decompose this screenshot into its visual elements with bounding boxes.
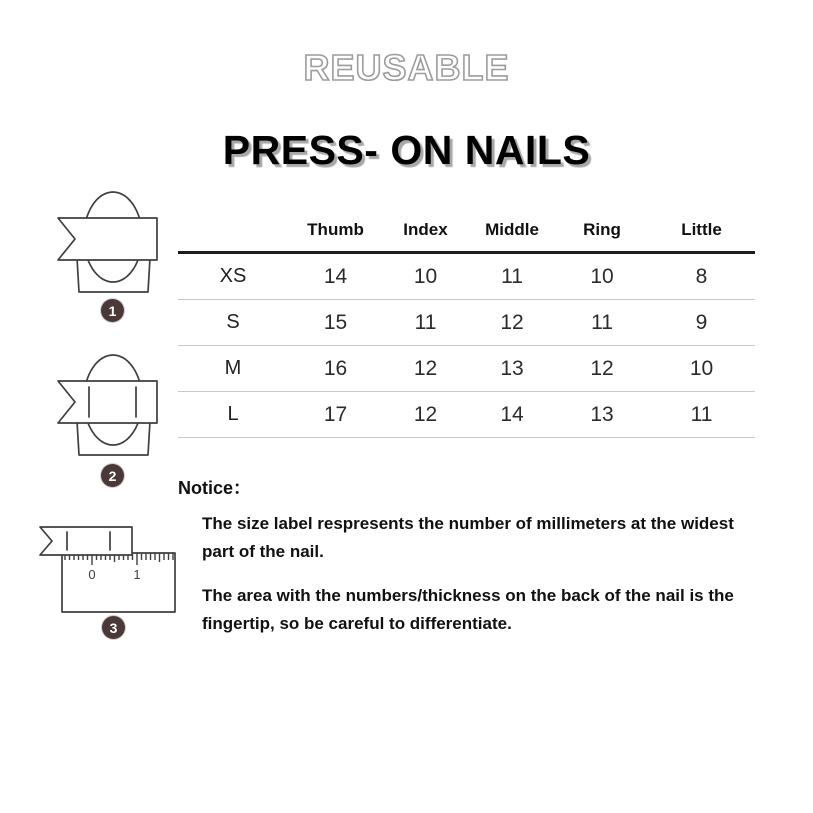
table-row-m bbox=[178, 346, 755, 392]
size-label: L bbox=[178, 392, 288, 438]
cell-value: 12 bbox=[468, 300, 556, 346]
legend-item-2 bbox=[55, 348, 175, 458]
size-label-banner bbox=[58, 381, 157, 423]
cell-value: 11 bbox=[383, 300, 468, 346]
cell-value: 10 bbox=[383, 253, 468, 300]
notice-heading: Notice： bbox=[178, 478, 252, 498]
subtitle-outline-text: REUSABLE bbox=[303, 47, 510, 88]
cell-value: 13 bbox=[468, 346, 556, 392]
ruler-body bbox=[62, 553, 175, 612]
cell-value: 14 bbox=[288, 253, 383, 300]
cell-value: 13 bbox=[556, 392, 648, 438]
legend-badge-3 bbox=[102, 616, 125, 639]
table-row-xs bbox=[178, 253, 755, 300]
cell-value: 11 bbox=[648, 392, 755, 438]
nail-with-size-marks-label-icon bbox=[55, 348, 175, 458]
cell-value: 17 bbox=[288, 392, 383, 438]
size-label: M bbox=[178, 346, 288, 392]
cell-value: 12 bbox=[383, 392, 468, 438]
ruler-measuring-label-icon bbox=[35, 515, 185, 615]
legend-item-3 bbox=[35, 515, 185, 615]
col-header-little: Little bbox=[648, 203, 755, 253]
nail-with-blank-label-icon bbox=[55, 185, 175, 295]
col-header-middle: Middle bbox=[468, 203, 556, 253]
cell-value: 11 bbox=[556, 300, 648, 346]
legend-badge-3-number: 3 bbox=[109, 619, 118, 636]
legend-item-1 bbox=[55, 185, 175, 295]
ruler-number-1: 1 bbox=[133, 567, 141, 582]
size-label: XS bbox=[178, 253, 288, 300]
table-row-s bbox=[178, 300, 755, 346]
cell-value: 10 bbox=[556, 253, 648, 300]
col-header-thumb: Thumb bbox=[288, 203, 383, 253]
legend-badge-2 bbox=[101, 464, 124, 487]
cell-value: 10 bbox=[648, 346, 755, 392]
notice-paragraph-2: The area with the numbers/thickness on the back of the nail is the fingertip, so be careful to differentiate. bbox=[202, 586, 734, 633]
size-label: S bbox=[178, 300, 288, 346]
cell-value: 11 bbox=[468, 253, 556, 300]
size-label-banner bbox=[40, 527, 132, 555]
table-row-l bbox=[178, 392, 755, 438]
cell-value: 9 bbox=[648, 300, 755, 346]
cell-value: 15 bbox=[288, 300, 383, 346]
notice-paragraph-1: The size label respresents the number of millimeters at the widest part of the nail. bbox=[202, 514, 734, 561]
legend-badge-1-number: 1 bbox=[108, 302, 117, 319]
table-header-row bbox=[178, 203, 755, 253]
col-header-index: Index bbox=[383, 203, 468, 253]
legend-badge-1 bbox=[101, 299, 124, 322]
legend-badge-2-number: 2 bbox=[108, 467, 117, 484]
cell-value: 14 bbox=[468, 392, 556, 438]
size-chart-table bbox=[178, 203, 755, 438]
cell-value: 12 bbox=[383, 346, 468, 392]
ruler-number-0: 0 bbox=[88, 567, 96, 582]
page-title: PRESS- ON NAILS bbox=[222, 127, 591, 173]
cell-value: 16 bbox=[288, 346, 383, 392]
col-header-blank bbox=[178, 203, 288, 253]
cell-value: 8 bbox=[648, 253, 755, 300]
cell-value: 12 bbox=[556, 346, 648, 392]
col-header-ring: Ring bbox=[556, 203, 648, 253]
blank-label-banner bbox=[58, 218, 157, 260]
notice-body bbox=[202, 510, 757, 654]
